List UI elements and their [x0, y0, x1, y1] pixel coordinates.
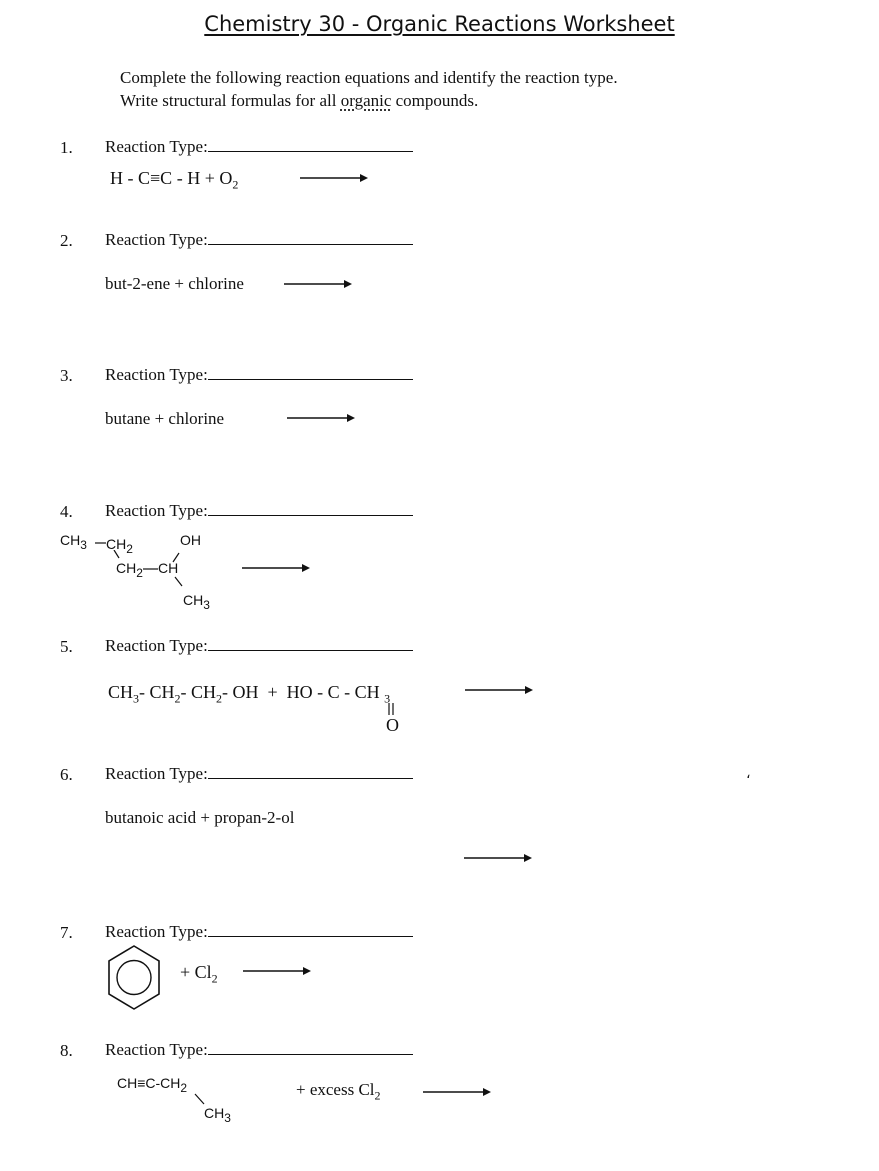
reaction-arrow [465, 683, 535, 697]
reaction-arrow [242, 561, 312, 575]
answer-blank[interactable] [208, 365, 413, 380]
reaction-arrow [464, 851, 534, 865]
instructions-line-2: Write structural formulas for all organic compounds. [120, 91, 479, 110]
reaction-arrow [423, 1085, 493, 1099]
double-bond [384, 702, 398, 716]
question-number: 3. [60, 366, 73, 385]
answer-blank[interactable] [208, 230, 413, 245]
question-number: 7. [60, 923, 73, 942]
instructions-line-1: Complete the following reaction equations and identify the reaction type. [120, 68, 618, 87]
question-number: 2. [60, 231, 73, 250]
q5-equation: $CH_3-$ $CH_2-$ $CH_2-$ OH + HO - C - CH $_3$ [108, 682, 391, 706]
reaction-type-label: Reaction Type: [105, 230, 413, 250]
q2-reactants: but-2-ene + chlorine [105, 274, 244, 293]
stray-mark: ، [746, 767, 751, 782]
reaction-type-label: Reaction Type: [105, 137, 413, 157]
reaction-type-label: Reaction Type: [105, 365, 413, 385]
answer-blank[interactable] [208, 1040, 413, 1055]
q7-reagent: + $Cl_2$ [180, 962, 218, 986]
q3-reactants: butane + chlorine [105, 409, 225, 428]
reaction-type-label: Reaction Type: [105, 922, 413, 942]
q6-reactants: butanoic acid + propan-2-ol [105, 808, 295, 827]
q8-methyl: $CH_3$ [204, 1105, 231, 1125]
q8-chain: $CH\equiv C-CH_2$ [117, 1075, 188, 1095]
reaction-arrow [300, 171, 370, 185]
benzene-ring [104, 943, 164, 1013]
reaction-arrow [287, 411, 357, 425]
answer-blank[interactable] [208, 764, 413, 779]
answer-blank[interactable] [208, 636, 413, 651]
q8-reagent: + excess $Cl_2$ [296, 1080, 381, 1103]
reaction-arrow [243, 964, 313, 978]
reaction-type-label: Reaction Type: [105, 764, 413, 784]
q1-equation: $H - C\equiv C - H + O_2$ [110, 168, 239, 192]
question-number: 5. [60, 637, 73, 656]
question-number: 1. [60, 138, 73, 157]
reaction-arrow [284, 277, 354, 291]
organic-word: organic [340, 91, 392, 110]
question-number: 6. [60, 765, 73, 784]
reaction-type-label: Reaction Type: [105, 636, 413, 656]
question-number: 4. [60, 502, 73, 521]
page-title: Chemistry 30 - Organic Reactions Worksheet [204, 12, 675, 36]
reaction-type-label: Reaction Type: [105, 501, 413, 521]
answer-blank[interactable] [208, 137, 413, 152]
question-number: 8. [60, 1041, 73, 1060]
carbonyl-oxygen: O [386, 715, 399, 735]
reaction-type-label: Reaction Type: [105, 1040, 413, 1060]
answer-blank[interactable] [208, 501, 413, 516]
answer-blank[interactable] [208, 922, 413, 937]
